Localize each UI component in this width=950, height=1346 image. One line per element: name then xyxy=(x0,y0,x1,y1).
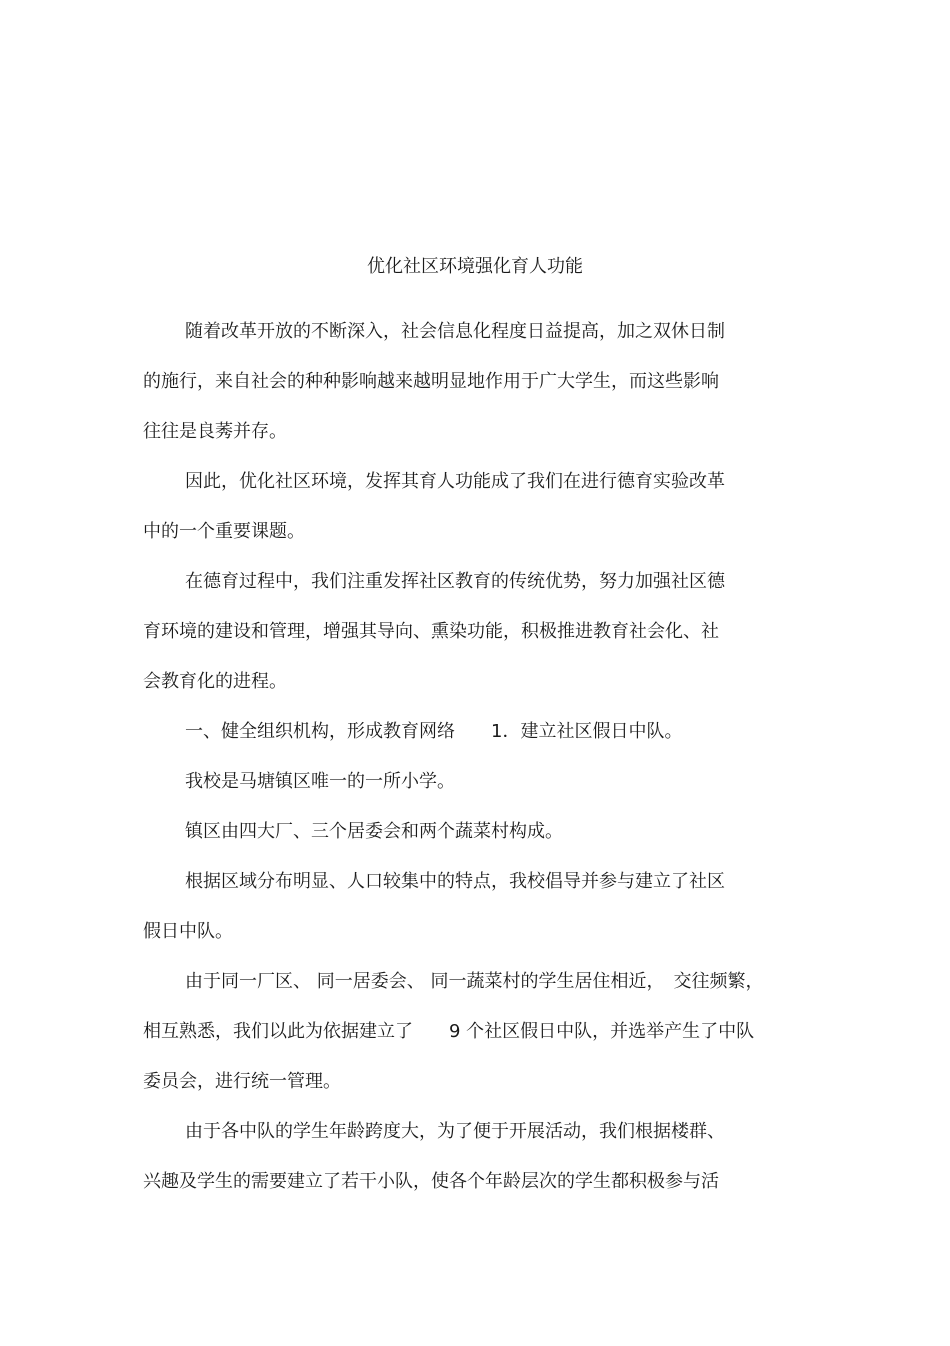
paragraph-line: 育环境的建设和管理，增强其导向、熏染功能，积极推进教育社会化、社 xyxy=(143,621,719,642)
paragraph-line: 往往是良莠并存。 xyxy=(143,421,287,442)
paragraph-line: 镇区由四大厂、三个居委会和两个蔬菜村构成。 xyxy=(185,821,563,842)
section-heading-line: 一、健全组织机构，形成教育网络 1．建立社区假日中队。 xyxy=(185,721,683,742)
paragraph-line: 的施行，来自社会的种种影响越来越明显地作用于广大学生，而这些影响 xyxy=(143,371,719,392)
paragraph-line: 由于各中队的学生年龄跨度大，为了便于开展活动，我们根据楼群、 xyxy=(185,1121,725,1142)
paragraph-line: 委员会，进行统一管理。 xyxy=(143,1071,341,1092)
document-title: 优化社区环境强化育人功能 xyxy=(367,256,583,277)
paragraph-line: 在德育过程中，我们注重发挥社区教育的传统优势，努力加强社区德 xyxy=(185,571,725,592)
paragraph-line: 根据区域分布明显、人口较集中的特点，我校倡导并参与建立了社区 xyxy=(185,871,725,892)
paragraph-line: 我校是马塘镇区唯一的一所小学。 xyxy=(185,771,455,792)
paragraph-line: 兴趣及学生的需要建立了若干小队，使各个年龄层次的学生都积极参与活 xyxy=(143,1171,719,1192)
paragraph-line: 假日中队。 xyxy=(143,921,233,942)
paragraph-line: 相互熟悉，我们以此为依据建立了 9 个社区假日中队，并选举产生了中队 xyxy=(143,1021,755,1042)
paragraph-line: 由于同一厂区、 同一居委会、 同一蔬菜村的学生居住相近， 交往频繁， xyxy=(185,971,764,992)
paragraph-line: 随着改革开放的不断深入，社会信息化程度日益提高，加之双休日制 xyxy=(185,321,725,342)
paragraph-line: 中的一个重要课题。 xyxy=(143,521,305,542)
paragraph-line: 因此，优化社区环境，发挥其育人功能成了我们在进行德育实验改革 xyxy=(185,471,725,492)
paragraph-line: 会教育化的进程。 xyxy=(143,671,287,692)
